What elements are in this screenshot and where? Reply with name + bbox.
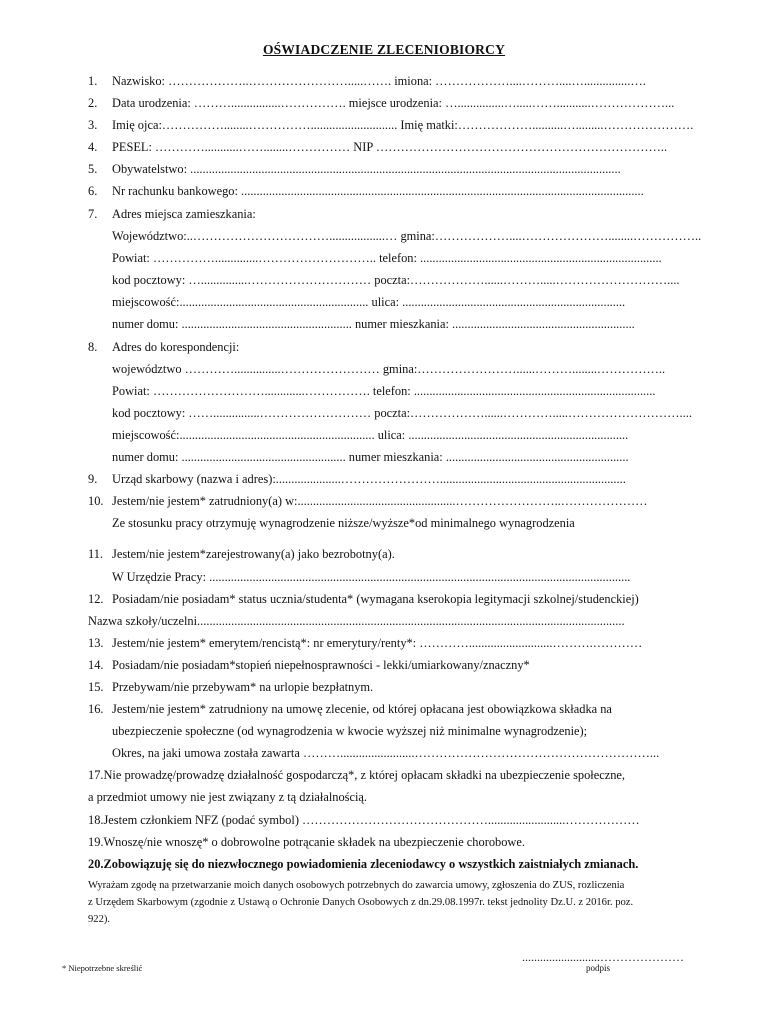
- field-tax-office[interactable]: 9. Urząd skarbowy (nazwa i adres):.....................……………………............................................................: [88, 472, 626, 486]
- consent-line-2: z Urzędem Skarbowym (zgodnie z Ustawą o Ochronie Danych Osobowych z dn.29.08.1997r. tekst jednolity Dz.U. z 2016r. poz.: [88, 897, 634, 908]
- field-citizenship[interactable]: 5. Obywatelstwo: ...........................................................................................................................................: [88, 162, 621, 176]
- section-residence-address: 7. Adres miejsca zamieszkania:: [88, 207, 256, 221]
- field-unpaid-leave[interactable]: 15. Przebywam/nie przebywam* na urlopie bezpłatnym.: [88, 680, 374, 694]
- section-correspondence-address: 8. Adres do korespondencji:: [88, 340, 240, 354]
- field-parents[interactable]: 3. Imię ojca:……………........……………............................ Imię matki:………………..........….........………………….: [88, 118, 694, 132]
- field-unemployed[interactable]: 11. Jestem/nie jestem*zarejestrowany(a) jako bezrobotny(a).: [88, 547, 395, 561]
- field-pesel-nip[interactable]: 4. PESEL: …………...........……........…………… NIP ……………………………………………………………..: [88, 140, 668, 154]
- field-pensioner[interactable]: 13. Jestem/nie jestem* emerytem/rencistą*: nr emerytury/renty*: …………...........................……….…………: [88, 636, 643, 650]
- field-business-activity-cont: a przedmiot umowy nie jest związany z tą działalnością.: [88, 790, 368, 804]
- field-cor-county[interactable]: Powiat: ……………………….............……………. telefon: ..............................................................................: [112, 384, 656, 398]
- field-res-house[interactable]: numer domu: ....................................................... numer mieszkania: ...........................................................: [112, 317, 635, 331]
- form-title-text: OŚWIADCZENIE ZLECENIOBIORCY: [262, 42, 506, 57]
- field-nfz[interactable]: 18.Jestem członkiem NFZ (podać symbol) ……………………………………….........................………………: [88, 813, 640, 827]
- obligation-statement: 20.Zobowiązuję się do niezwłocznego powiadomienia zleceniodawcy o wszystkich zaistniałych zmianach.: [88, 857, 639, 871]
- form-title: [0, 42, 768, 58]
- field-labour-office[interactable]: W Urzędzie Pracy: ........................................................................................................................................: [112, 570, 631, 584]
- signature-line[interactable]: ..........................…………………: [522, 950, 684, 964]
- field-surname[interactable]: 1. Nazwisko: ………………..…………………….....……. imiona: ………………....………....…...............….: [88, 74, 646, 88]
- field-bank-account[interactable]: 6. Nr rachunku bankowego: ..................................................................................................................................: [88, 184, 644, 198]
- field-other-contract[interactable]: 16. Jestem/nie jestem* zatrudniony na umowę zlecenie, od której opłacana jest obowiązkowa składka na: [88, 702, 612, 716]
- field-cor-postal[interactable]: kod pocztowy: ……...............……………………… poczta:………………......………….....………………………....: [112, 406, 692, 420]
- field-res-postal[interactable]: kod pocztowy: …...............………………………… poczta:………………......……….....………………………....: [112, 273, 680, 287]
- field-school-name[interactable]: Nazwa szkoły/uczelni..........................................................................................................................................: [88, 614, 625, 628]
- field-other-contract-cont: ubezpieczenie społeczne (od wynagrodzenia w kwocie wyższej niż minimalne wynagrodzenie);: [112, 724, 588, 738]
- field-res-county[interactable]: Powiat: ……………..............……………………….. telefon: ..............................................................................: [112, 251, 662, 265]
- field-cor-house[interactable]: numer domu: ..................................................... numer mieszkania: ...........................................................: [112, 450, 629, 464]
- footnote: * Niepotrzebne skreślić: [62, 963, 143, 973]
- field-salary-level[interactable]: Ze stosunku pracy otrzymuję wynagrodzenie niższe/wyższe*od minimalnego wynagrodzenia: [112, 516, 575, 530]
- consent-line-1: Wyrażam zgodę na przetwarzanie moich danych osobowych potrzebnych do zawarcia umowy, zgłoszenia do ZUS, rozliczenia: [88, 880, 625, 891]
- field-birth-date[interactable]: 2. Data urodzenia: ………................……………. miejsce urodzenia: …...............….....……...........………………...: [88, 96, 675, 110]
- field-business-activity[interactable]: 17.Nie prowadzę/prowadzę działalność gospodarczą*, z której opłacam składki na ubezpieczenie społeczne,: [88, 768, 626, 782]
- field-student-status[interactable]: 12. Posiadam/nie posiadam* status ucznia/studenta* (wymagana kserokopia legitymacji szkolnej/studenckiej): [88, 592, 639, 606]
- signature-label: podpis: [586, 963, 611, 973]
- field-sickness-insurance[interactable]: 19.Wnoszę/nie wnoszę* o dobrowolne potrącanie składek na ubezpieczenie chorobowe.: [88, 835, 525, 849]
- field-contract-period[interactable]: Okres, na jaki umowa została zawarta ………........................…………………………………………………...: [112, 746, 660, 760]
- field-cor-city[interactable]: miejscowość:............................................................... ulica: .......................................................................: [112, 428, 629, 442]
- field-cor-voivodeship[interactable]: województwo …………...............…………………… gmina:……………………......………........……………..: [112, 362, 666, 376]
- field-res-city[interactable]: miejscowość:............................................................. ulica: ........................................................................: [112, 295, 626, 309]
- field-disability[interactable]: 14. Posiadam/nie posiadam*stopień niepełnosprawności - lekki/umiarkowany/znaczny*: [88, 658, 530, 672]
- field-employment[interactable]: 10. Jestem/nie jestem* zatrudniony(a) w:...................................................……………………..…………………: [88, 494, 648, 508]
- consent-line-3: 922).: [88, 914, 111, 925]
- field-res-voivodeship[interactable]: Województwo:..……………………………..................… gmina:………………....…………………........……………..: [112, 229, 702, 243]
